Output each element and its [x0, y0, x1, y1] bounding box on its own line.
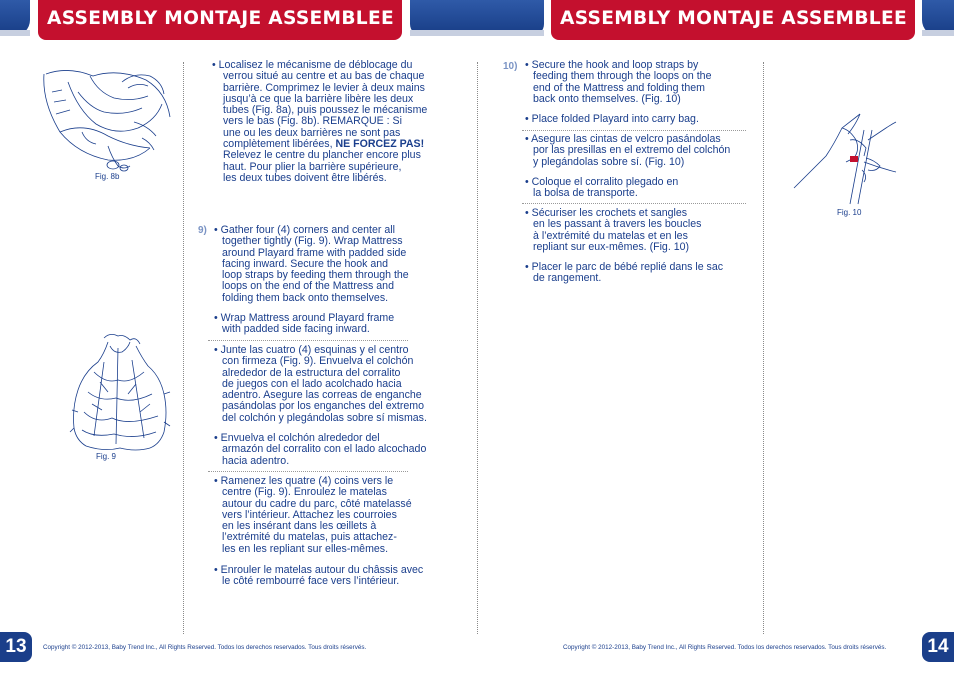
no-force-warning: NE FORCEZ PAS! — [335, 138, 425, 151]
divider-line — [208, 340, 408, 341]
divider-line — [522, 130, 746, 131]
step-10-french-bag — [525, 262, 761, 285]
column-divider-left — [183, 62, 184, 634]
step-10-english-bag — [525, 114, 761, 125]
text-line: back onto themselves. (Fig. 10) — [533, 92, 681, 105]
step-9-spanish-wrap — [214, 433, 476, 467]
divider-line — [522, 203, 746, 204]
fig-8b-caption: Fig. 8b — [95, 172, 120, 181]
text-line: por las presillas en el extremo del colchón — [533, 144, 731, 157]
text-line: de juegos con el lado acolchado hacia — [222, 377, 402, 390]
header-shadow-center — [410, 30, 544, 36]
header-shadow-left — [0, 30, 30, 36]
text-line: barrière. Comprimez le levier à deux mains — [223, 81, 425, 94]
step-9-number: 9) — [198, 225, 207, 236]
text-line: à l’extrémité du matelas et en les — [533, 229, 688, 242]
text-line: del colchón y plegándolas sobre sí mismas. — [222, 411, 427, 424]
text-line: hacia adentro. — [222, 454, 290, 467]
text-line: loops on the end of the Mattress and — [222, 280, 394, 293]
text-line: • Placer le parc de bébé replié dans le sac — [525, 261, 724, 273]
column-divider-center — [477, 62, 478, 634]
fig-8b-illustration — [38, 62, 178, 172]
text-line: • Enrouler le matelas autour du châssis avec — [214, 564, 424, 576]
step-9-french-wrap — [214, 565, 476, 588]
text-line: with padded side facing inward. — [222, 323, 370, 336]
fig-9-illustration — [64, 332, 174, 452]
text-line: en les passant à travers les boucles — [533, 218, 702, 231]
text-line: • Place folded Playard into carry bag. — [525, 113, 699, 125]
text-line: feeding them through the loops on the — [533, 70, 712, 83]
step-10-spanish — [525, 134, 761, 168]
text-line: jusqu’à ce que la barrière libère les deux — [223, 92, 414, 105]
text-line: tubes (Fig. 8a), puis poussez le mécanisme — [223, 104, 428, 117]
copyright-left: Copyright © 2012-2013, Baby Trend Inc., All Rights Reserved. Todos los derechos reservados. Tous droits réservés. — [43, 644, 367, 651]
step-10-english — [525, 60, 761, 105]
text-line: • Asegure las cintas de velcro pasándolas — [525, 133, 721, 145]
text-line: haut. Pour plier la barrière supérieure, — [223, 160, 402, 173]
text-line: repliant sur eux-mêmes. (Fig. 10) — [533, 240, 690, 253]
text-line: armazón del corralito con el lado alcochado — [222, 443, 427, 456]
fig-10-caption: Fig. 10 — [837, 208, 862, 217]
text-line: les deux tubes doivent être libérés. — [223, 171, 387, 184]
fig-10-illustration — [790, 110, 900, 206]
text-line: vers l’intérieur. Attachez les courroies — [222, 508, 397, 521]
text-line: together tightly (Fig. 9). Wrap Mattress — [222, 235, 403, 248]
page-number-13: 13 — [0, 632, 32, 662]
text-line: de rangement. — [533, 272, 602, 285]
step-9-spanish — [214, 345, 474, 424]
text-line: autour du cadre du parc, côté matelassé — [222, 497, 412, 510]
text-line: • Coloque el corralito plegado en — [525, 176, 679, 188]
text-line: une ou les deux barrières ne sont pas — [223, 126, 401, 139]
step-10-spanish-bag — [525, 177, 761, 200]
text-line: • Wrap Mattress around Playard frame — [214, 312, 395, 324]
text-line: • Junte las cuatro (4) esquinas y el centro — [214, 344, 409, 356]
text-line: centre (Fig. 9). Enroulez le matelas — [222, 486, 387, 499]
text-line: • Sécuriser les crochets et sangles — [525, 207, 688, 219]
header-shadow-right — [922, 30, 954, 36]
text-line: pasándolas por los enganches del extremo — [222, 400, 425, 413]
text-line: y plegándolas sobre sí. (Fig. 10) — [533, 155, 685, 168]
text-line: alrededor de la estructura del corralito — [222, 366, 401, 379]
text-line: • Localisez le mécanisme de déblocage du — [212, 59, 413, 71]
fig-9-caption: Fig. 9 — [96, 452, 117, 461]
text-line: end of the Mattress and folding them — [533, 81, 705, 94]
text-line: adentro. Asegure las correas de enganche — [222, 389, 422, 402]
divider-line — [208, 471, 408, 472]
text-line: • Envuelva el colchón alrededor del — [214, 432, 380, 444]
text-line: les en les repliant sur elles-mêmes. — [222, 542, 389, 555]
step-10-number: 10) — [503, 61, 518, 72]
copyright-right: Copyright © 2012-2013, Baby Trend Inc., All Rights Reserved. Todos los derechos reservados. Tous droits réservés. — [563, 644, 887, 651]
text-line: le côté rembourré face vers l’intérieur. — [222, 575, 400, 588]
text-line: verrou situé au centre et au bas de chaque — [223, 70, 425, 83]
text-line: • Gather four (4) corners and center all — [214, 224, 395, 236]
column-divider-right — [763, 62, 764, 634]
page-number-14: 14 — [922, 632, 954, 662]
text-line: en les insérant dans les œillets à — [222, 520, 377, 533]
text-line: loop straps by feeding them through the — [222, 269, 409, 282]
strap-highlight — [850, 156, 858, 162]
step-9-english — [214, 225, 474, 304]
step-10-french — [525, 208, 761, 253]
text-line: facing inward. Secure the hook and — [222, 257, 389, 270]
text-line: la bolsa de transporte. — [533, 187, 638, 200]
text-line: vers le bas (Fig. 8b). REMARQUE : Si — [223, 115, 402, 128]
text-line: folding them back onto themselves. — [222, 291, 389, 304]
text-line: around Playard frame with padded side — [222, 246, 407, 259]
step-9-english-wrap — [214, 313, 474, 336]
text-line: • Secure the hook and loop straps by — [525, 59, 699, 71]
text-line: Relevez le centre du plancher encore plus — [223, 149, 421, 162]
page-13-header-title: ASSEMBLY MONTAJE ASSEMBLEE — [38, 0, 402, 40]
text-line-prefix: complètement libérées, — [223, 138, 336, 151]
text-line: • Ramenez les quatre (4) coins vers le — [214, 475, 394, 487]
french-unlock-instructions — [212, 60, 474, 184]
text-line: con firmeza (Fig. 9). Envuelva el colchón — [222, 355, 414, 368]
text-line: l’extrémité du matelas, puis attachez- — [222, 531, 397, 544]
step-9-french — [214, 476, 474, 555]
page-14-header-title: ASSEMBLY MONTAJE ASSEMBLEE — [551, 0, 915, 40]
